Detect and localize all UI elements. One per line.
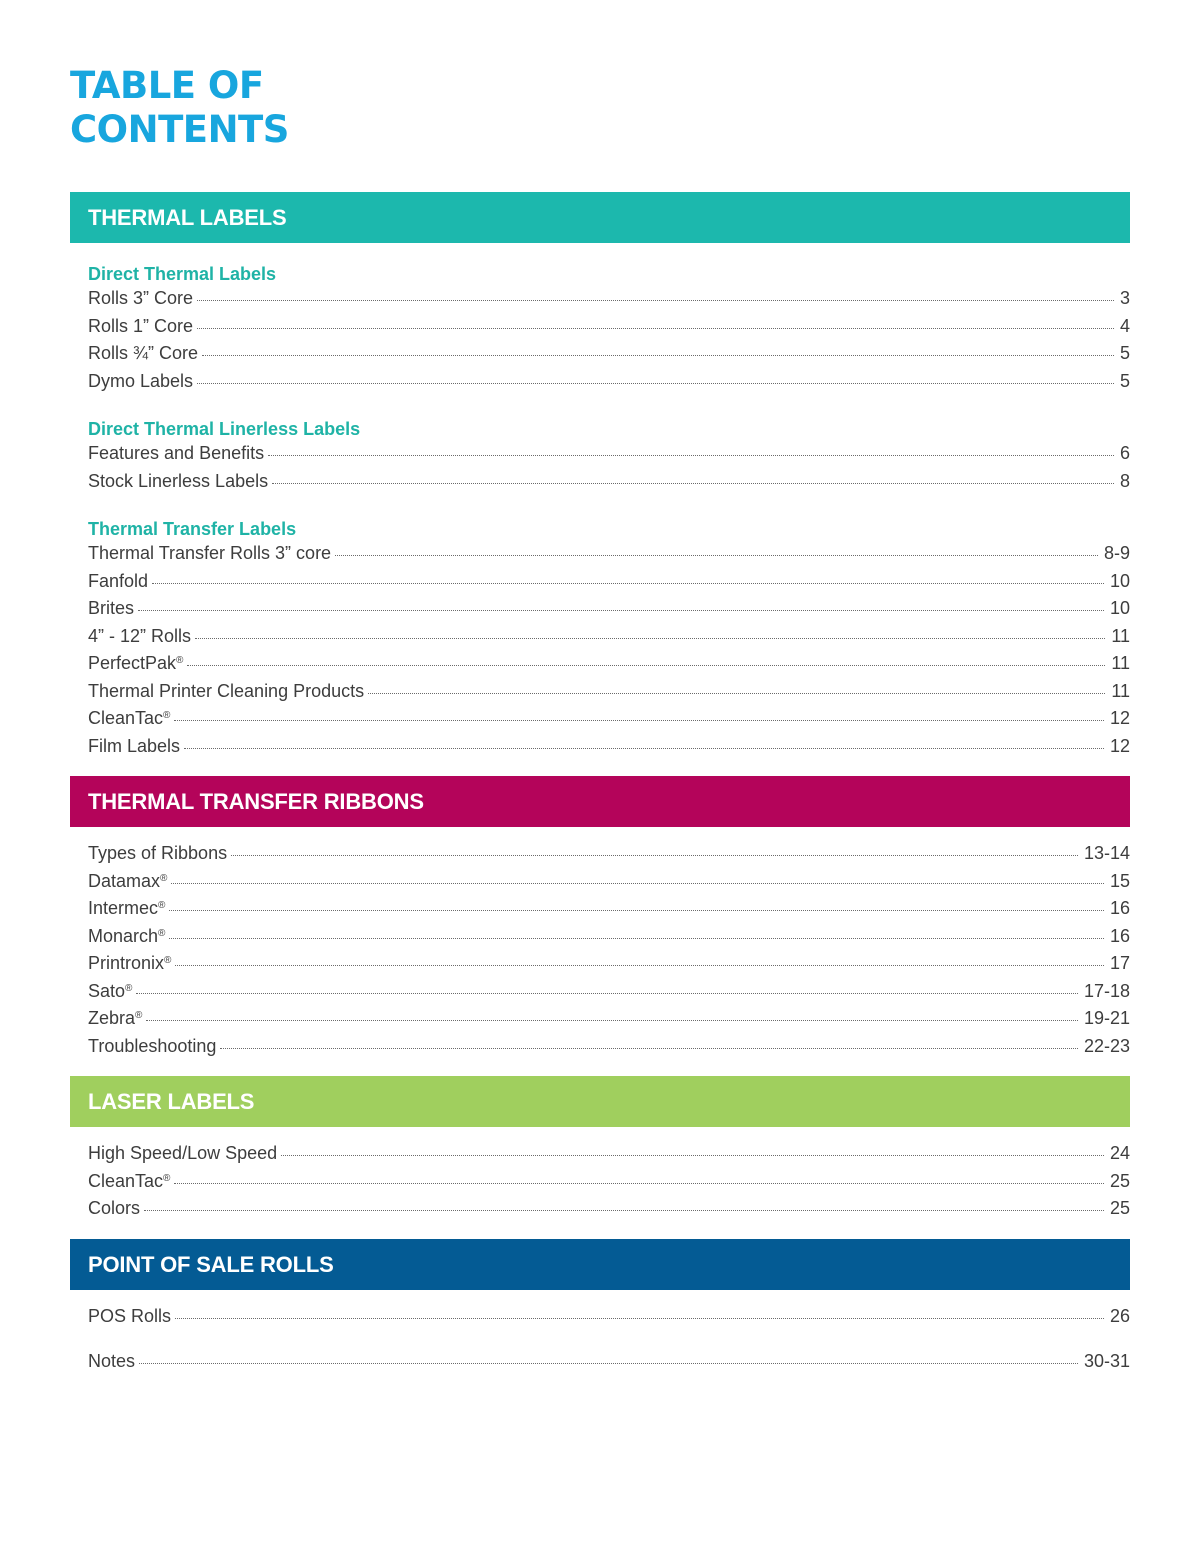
toc-entry-label: Rolls 1” Core xyxy=(88,316,194,336)
dot-leader xyxy=(202,355,1114,356)
registered-mark: ® xyxy=(158,928,166,939)
toc-entry[interactable] xyxy=(88,1198,1130,1224)
toc-entry-page: 12 xyxy=(1109,736,1130,756)
toc-entry-label-text: Sato xyxy=(88,981,126,1001)
toc-entry-label-text: CleanTac xyxy=(88,1171,164,1191)
dot-leader xyxy=(136,993,1078,994)
dot-leader xyxy=(195,638,1105,639)
toc-entry[interactable] xyxy=(88,708,1130,734)
toc-entry[interactable] xyxy=(88,626,1130,652)
toc-entry-label-text: Datamax xyxy=(88,871,161,891)
toc-entry-label xyxy=(88,1171,170,1192)
toc-entry-page: 22-23 xyxy=(1083,1036,1130,1056)
section-heading: LASER LABELS xyxy=(88,1088,255,1114)
toc-entry-page: 4 xyxy=(1119,316,1130,336)
toc-entry-page: 12 xyxy=(1109,708,1130,728)
dot-leader xyxy=(171,883,1104,884)
toc-entry-label xyxy=(88,708,170,729)
toc-entry-page: 11 xyxy=(1111,653,1130,673)
toc-entry-page: 25 xyxy=(1109,1198,1130,1218)
dot-leader xyxy=(174,720,1104,721)
dot-leader xyxy=(368,693,1105,694)
toc-entry-label: Rolls ¾” Core xyxy=(88,343,199,363)
toc-entry[interactable] xyxy=(88,371,1130,397)
toc-entry[interactable] xyxy=(88,471,1130,497)
toc-entry-label: Troubleshooting xyxy=(88,1036,217,1056)
toc-entry-page: 15 xyxy=(1109,871,1130,891)
section-header-thermal-labels xyxy=(70,192,1130,243)
toc-entry-page: 8 xyxy=(1119,471,1130,491)
toc-entry-label xyxy=(88,926,165,947)
dot-leader xyxy=(184,748,1104,749)
toc-entry-label-text: PerfectPak xyxy=(88,653,177,673)
registered-mark: ® xyxy=(163,710,171,721)
section-header-point-of-sale-rolls xyxy=(70,1239,1130,1290)
toc-entry[interactable] xyxy=(88,1036,1130,1062)
toc-entry-page: 11 xyxy=(1111,681,1130,701)
toc-entry-label: POS Rolls xyxy=(88,1306,172,1326)
toc-entry-label: Thermal Transfer Rolls 3” core xyxy=(88,543,332,563)
toc-entry-page: 11 xyxy=(1111,626,1130,646)
dot-leader xyxy=(139,1363,1078,1364)
toc-entry-page: 17 xyxy=(1109,953,1130,973)
dot-leader xyxy=(197,328,1114,329)
toc-entry[interactable] xyxy=(88,343,1130,369)
toc-entry[interactable] xyxy=(88,926,1130,952)
toc-entry-label: Thermal Printer Cleaning Products xyxy=(88,681,365,701)
subheading-direct-thermal-labels: Direct Thermal Labels xyxy=(88,264,277,284)
toc-entry[interactable] xyxy=(88,316,1130,342)
toc-entry-page: 3 xyxy=(1119,288,1130,308)
toc-entry[interactable] xyxy=(88,571,1130,597)
toc-entry-page: 19-21 xyxy=(1083,1008,1130,1028)
toc-entry[interactable] xyxy=(88,871,1130,897)
toc-entry-page: 5 xyxy=(1119,343,1130,363)
toc-entry-label: Dymo Labels xyxy=(88,371,194,391)
toc-entry-label: Rolls 3” Core xyxy=(88,288,194,308)
toc-entry-label: Brites xyxy=(88,598,135,618)
toc-entry-page: 8-9 xyxy=(1103,543,1130,563)
dot-leader xyxy=(197,383,1114,384)
subheading-direct-thermal-linerless-labels: Direct Thermal Linerless Labels xyxy=(88,419,361,439)
dot-leader xyxy=(281,1155,1104,1156)
toc-entry[interactable] xyxy=(88,598,1130,624)
toc-entry-label xyxy=(88,981,132,1002)
toc-entry-label: 4” - 12” Rolls xyxy=(88,626,192,646)
toc-entry[interactable] xyxy=(88,543,1130,569)
section-heading: THERMAL TRANSFER RIBBONS xyxy=(88,788,424,814)
dot-leader xyxy=(175,965,1104,966)
dot-leader xyxy=(144,1210,1104,1211)
toc-entry[interactable] xyxy=(88,898,1130,924)
toc-entry-page: 16 xyxy=(1109,898,1130,918)
toc-entry-label-text: Monarch xyxy=(88,926,159,946)
registered-mark: ® xyxy=(125,983,133,994)
toc-entry[interactable] xyxy=(88,1306,1130,1332)
toc-entry-page: 25 xyxy=(1109,1171,1130,1191)
toc-entry-label xyxy=(88,1008,142,1029)
registered-mark: ® xyxy=(135,1010,143,1021)
toc-entry[interactable] xyxy=(88,953,1130,979)
registered-mark: ® xyxy=(160,873,168,884)
dot-leader xyxy=(187,665,1105,666)
toc-entry-label xyxy=(88,898,165,919)
toc-entry-page: 30-31 xyxy=(1083,1351,1130,1371)
toc-entry-label: Stock Linerless Labels xyxy=(88,471,269,491)
toc-entry-page: 6 xyxy=(1119,443,1130,463)
toc-entry[interactable] xyxy=(88,981,1130,1007)
dot-leader xyxy=(146,1020,1078,1021)
page-title-line-1: TABLE OF xyxy=(70,64,264,107)
toc-entry-page: 17-18 xyxy=(1083,981,1130,1001)
toc-entry[interactable] xyxy=(88,1143,1130,1169)
dot-leader xyxy=(175,1318,1104,1319)
dot-leader xyxy=(169,910,1104,911)
toc-entry[interactable] xyxy=(88,1171,1130,1197)
toc-entry-page: 10 xyxy=(1109,571,1130,591)
toc-entry-page: 10 xyxy=(1109,598,1130,618)
toc-entry-label: Types of Ribbons xyxy=(88,843,228,863)
dot-leader xyxy=(152,583,1104,584)
toc-entry-label-text: Printronix xyxy=(88,953,165,973)
section-header-laser-labels xyxy=(70,1076,1130,1127)
toc-entry-page: 5 xyxy=(1119,371,1130,391)
registered-mark: ® xyxy=(176,655,184,666)
toc-entry[interactable] xyxy=(88,843,1130,869)
dot-leader xyxy=(272,483,1114,484)
page-title-line-2: CONTENTS xyxy=(70,108,289,151)
registered-mark: ® xyxy=(163,1173,171,1184)
toc-entry[interactable] xyxy=(88,653,1130,679)
dot-leader xyxy=(138,610,1104,611)
toc-entry-label-text: Intermec xyxy=(88,898,159,918)
toc-entry[interactable] xyxy=(88,1351,1130,1377)
toc-entry[interactable] xyxy=(88,1008,1130,1034)
registered-mark: ® xyxy=(158,900,166,911)
toc-entry[interactable] xyxy=(88,681,1130,707)
toc-entry-label xyxy=(88,953,171,974)
dot-leader xyxy=(335,555,1098,556)
toc-entry-label: Colors xyxy=(88,1198,141,1218)
toc-entry-label: Notes xyxy=(88,1351,136,1371)
toc-entry-page: 24 xyxy=(1109,1143,1130,1163)
subheading-thermal-transfer-labels: Thermal Transfer Labels xyxy=(88,519,297,539)
toc-entry-page: 26 xyxy=(1109,1306,1130,1326)
section-heading: POINT OF SALE ROLLS xyxy=(88,1251,334,1277)
dot-leader xyxy=(268,455,1114,456)
dot-leader xyxy=(174,1183,1104,1184)
toc-entry-label xyxy=(88,871,167,892)
toc-entry-label: Fanfold xyxy=(88,571,149,591)
toc-entry-label: Features and Benefits xyxy=(88,443,265,463)
toc-entry[interactable] xyxy=(88,736,1130,762)
section-header-thermal-transfer-ribbons xyxy=(70,776,1130,827)
registered-mark: ® xyxy=(164,955,172,966)
dot-leader xyxy=(231,855,1078,856)
dot-leader xyxy=(197,300,1114,301)
section-heading: THERMAL LABELS xyxy=(88,204,287,230)
toc-entry[interactable] xyxy=(88,288,1130,314)
toc-entry-label xyxy=(88,653,183,674)
toc-entry[interactable] xyxy=(88,443,1130,469)
toc-entry-page: 13-14 xyxy=(1083,843,1130,863)
dot-leader xyxy=(169,938,1104,939)
page-title xyxy=(70,64,289,152)
toc-entry-label: High Speed/Low Speed xyxy=(88,1143,278,1163)
toc-entry-page: 16 xyxy=(1109,926,1130,946)
toc-entry-label-text: CleanTac xyxy=(88,708,164,728)
toc-entry-label: Film Labels xyxy=(88,736,181,756)
toc-entry-label-text: Zebra xyxy=(88,1008,136,1028)
dot-leader xyxy=(220,1048,1078,1049)
